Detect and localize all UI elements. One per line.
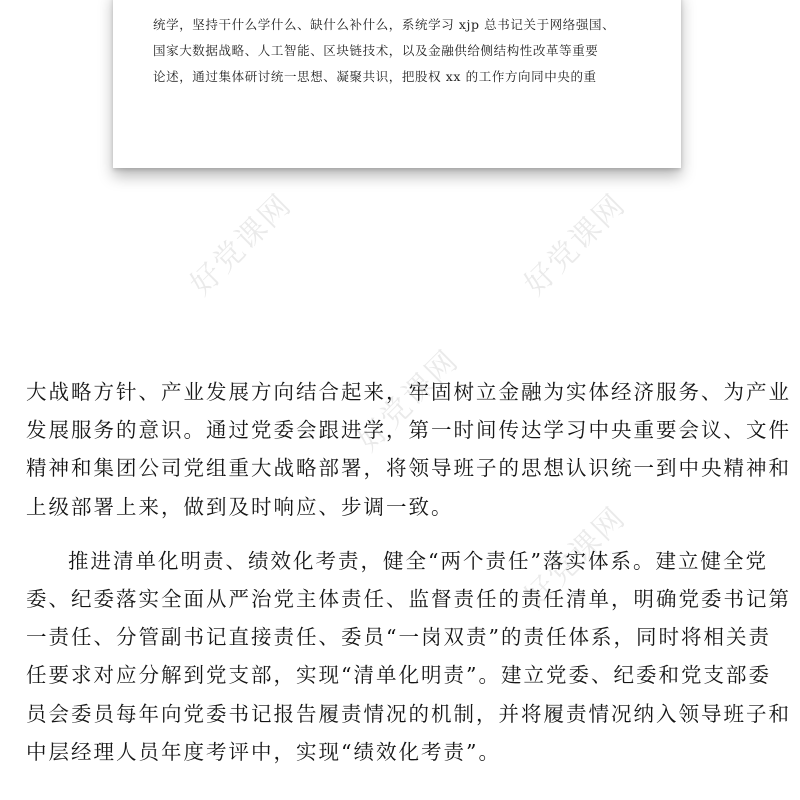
body-line: 推进清单化明责、绩效化考责，健全“两个责任”落实体系。建立健全党: [68, 548, 768, 573]
body-line: 发展服务的意识。通过党委会跟进学，第一时间传达学习中央重要会议、文件: [26, 418, 791, 443]
body-line: 精神和集团公司党组重大战略部署，将领导班子的思想认识统一到中央精神和: [26, 456, 791, 481]
body-line: 一责任、分管副书记直接责任、委员“一岗双责”的责任体系，同时将相关责: [26, 625, 771, 650]
watermark: 好党课网: [517, 500, 633, 616]
document-preview-card: [113, 0, 681, 168]
document-preview-text: [153, 12, 653, 90]
body-line: 大战略方针、产业发展方向结合起来，牢固树立金融为实体经济服务、为产业: [26, 380, 791, 404]
preview-line: 论述，通过集体研讨统一思想、凝聚共识，把股权 xx 的工作方向同中央的重: [153, 69, 597, 84]
watermark: 好党课网: [183, 187, 299, 303]
preview-line: 统学，坚持干什么学什么、缺什么补什么，系统学习 xjp 总书记关于网络强国、: [153, 17, 616, 32]
document-body: [26, 373, 791, 771]
body-line: 员会委员每年向党委书记报告履责情况的机制，并将履责情况纳入领导班子和: [26, 701, 791, 726]
paragraph-gap: [26, 526, 776, 542]
body-line: 上级部署上来，做到及时响应、步调一致。: [26, 494, 454, 519]
watermark: 好党课网: [350, 343, 466, 459]
preview-line: 国家大数据战略、人工智能、区块链技术，以及金融供给侧结构性改革等重要: [153, 43, 599, 58]
watermark: 好党课网: [517, 187, 633, 303]
body-line: 委、纪委落实全面从严治党主体责任、监督责任的责任清单，明确党委书记第: [26, 587, 791, 612]
body-line: 任要求对应分解到党支部，实现“清单化明责”。建立党委、纪委和党支部委: [26, 663, 771, 688]
body-line: 中层经理人员年度考评中，实现“绩效化考责”。: [26, 739, 501, 764]
